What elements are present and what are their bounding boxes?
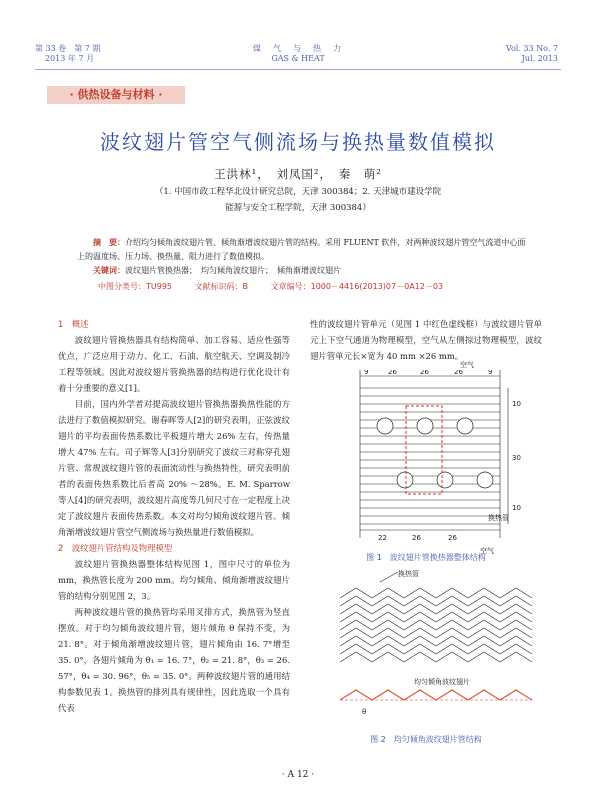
air-label-bottom-text: 空气 bbox=[480, 547, 494, 555]
fin-wave bbox=[340, 596, 532, 606]
dim-label: 30 bbox=[512, 454, 521, 462]
paragraph-overview: 波纹翅片管换热器具有结构简单、加工容易、适应性强等优点，广泛应用于动力、化工、石油、航空航天、空调及制冷工程等领域。因此对波纹翅片管换热器的结构进行优化设计有着十分重要的意义[1]。 bbox=[58, 335, 290, 393]
article-number: 文章编号：1000－4416(2013)07－0A12－03 bbox=[270, 282, 444, 291]
volume-en: Vol. 33 No. 7 bbox=[505, 44, 558, 53]
classification-row bbox=[98, 281, 463, 292]
dim-label: 26 bbox=[448, 534, 457, 542]
fin-wave bbox=[340, 628, 532, 638]
air-label-top-text: 空气 bbox=[460, 361, 474, 369]
heading-structure: 2 波纹翅片管结构及物理模型 bbox=[58, 543, 173, 553]
tube-circle bbox=[397, 472, 413, 488]
keywords-text: 波纹翅片管换热器； 均匀倾角波纹翅片； 倾角渐增波纹翅片 bbox=[125, 266, 341, 275]
header-divider bbox=[35, 69, 561, 70]
journal-name-cn: 煤 气 与 热 力 bbox=[253, 44, 343, 53]
section-tag: · 供热设备与材料 · bbox=[47, 86, 185, 104]
affiliations bbox=[110, 184, 486, 216]
theta-label: θ bbox=[362, 708, 367, 716]
fin-wave bbox=[340, 612, 532, 622]
fin-wave bbox=[340, 604, 532, 614]
dim-label: 9 bbox=[364, 370, 369, 376]
journal-name-en: GAS & HEAT bbox=[271, 54, 325, 63]
paper-authors: 王洪林¹， 刘凤国²， 秦 萌² bbox=[214, 167, 382, 181]
dim-label: 9 bbox=[488, 370, 493, 376]
tube-circle bbox=[417, 418, 433, 434]
dim-label: 10 bbox=[512, 400, 521, 408]
affiliation-line-2: 能源与安全工程学院，天津 300384） bbox=[225, 203, 371, 213]
tube-circle bbox=[477, 472, 493, 488]
abstract-text: 介绍均匀倾角波纹翅片管、倾角渐增波纹翅片管的结构。采用 FLUENT 软件，对两种波纹翅片管空气流道中心面上的温度场、压力场、换热量、阻力进行了数值模拟。 bbox=[77, 238, 526, 261]
document-code: 文献标识码：B bbox=[194, 282, 249, 291]
dim-label: 26 bbox=[388, 370, 397, 376]
right-column bbox=[310, 316, 542, 364]
fin-label: 均匀倾角波纹翅片 bbox=[414, 678, 470, 686]
affiliation-line-1: （1. 中国市政工程华北设计研究总院，天津 300384；2. 天津城市建设学院 bbox=[154, 187, 442, 197]
tube-leader-line bbox=[380, 572, 398, 582]
dim-label: 22 bbox=[378, 534, 387, 542]
fin-wave bbox=[340, 652, 532, 662]
dim-label: 26 bbox=[420, 370, 429, 376]
left-column bbox=[58, 316, 290, 716]
paragraph-tubes: 两种波纹翅片管的换热管均采用叉排方式，换热管为竖直摆放。对于均匀倾角波纹翅片管，翅片倾角 θ 保持不变，为 21. 8°。对于倾角渐增波纹翅片管，翅片倾角由 16. 7°增至 35. 0°，各翅片倾角为 θ₁ = 16. 7°，θ₂ = 21. 8°，θ₃ = 26. 57°，θ₄ = 30. 96°，θ₅ = 35. 0°。两种波纹翅片管的通用结构参数见表 1。换热管的排列具有规律性，因此选取一个具有代表 bbox=[58, 607, 290, 713]
tube-circle bbox=[437, 472, 453, 488]
dim-label: 26 bbox=[412, 534, 421, 542]
abstract-block bbox=[77, 236, 527, 278]
figure-2-caption: 图 2 均匀倾角波纹翅片管结构 bbox=[370, 735, 482, 744]
figure-2-uniform-fin bbox=[340, 568, 540, 718]
clc-number: 中图分类号：TU995 bbox=[98, 282, 173, 291]
fin-wave bbox=[340, 636, 532, 646]
paper-title: 波纹翅片管空气侧流场与换热量数值模拟 bbox=[100, 130, 496, 154]
dim-label: 10 bbox=[512, 504, 521, 512]
dim-label: 26 bbox=[454, 370, 463, 376]
tube-circle bbox=[457, 418, 473, 434]
abstract-label: 摘 要： bbox=[93, 238, 125, 247]
tube-label: 换热管 bbox=[488, 514, 509, 522]
fin-wave bbox=[340, 644, 532, 654]
paragraph-research: 目前，国内外学者对提高波纹翅片管换热器换热性能的方法进行了数值模拟研究。谢春晖等人[2]的研究表明，正弦波纹翅片的平均表面传热系数比平板翅片增大 26% 左右，传热量增大 47% 左右。司子辉等人[3]分别研究了波纹三对称穿孔翅片管、常规波纹翅片管的表面流动性与换热特性，研究表明前者的表面传热系数比后者高 20% ～28%。E. M. Sparrow 等人[4]的研究表明，波纹翅片高度等几何尺寸在一定程度上决定了波纹翅片表面传热系数。本文对均匀倾角波纹翅片管、倾角渐增波纹翅片管空气侧流场与换热量进行数值模拟。 bbox=[58, 399, 290, 537]
page-number: · A 12 · bbox=[281, 770, 315, 780]
volume-issue: 第 33 卷 第 7 期 bbox=[35, 44, 101, 53]
paragraph-structure: 波纹翅片管换热器整体结构见图 1，图中尺寸的单位为 mm，换热管长度为 200 mm。均匀倾角、倾角渐增波纹翅片管的结构分别见图 2，3。 bbox=[58, 559, 290, 601]
heading-overview: 1 概述 bbox=[58, 319, 89, 329]
figure-1-heat-exchanger bbox=[340, 370, 540, 542]
paragraph-model: 性的波纹翅片管单元（见图 1 中红色虚线框）与波纹翅片管单元上下空气通道为物理模型，空气从左侧掠过物理模型，波纹翅片管单元长×宽为 40 mm ×26 mm。 bbox=[310, 319, 542, 361]
issue-date: 2013 年 7 月 bbox=[45, 54, 95, 63]
fin-wave bbox=[340, 620, 532, 630]
journal-volume-en bbox=[506, 44, 558, 64]
fin-wave bbox=[340, 588, 532, 598]
figure-1-caption: 图 1 波纹翅片管换热器整体结构 bbox=[366, 553, 486, 562]
date-en: Jul. 2013 bbox=[521, 54, 558, 63]
tube-circle bbox=[377, 418, 393, 434]
tube-label: 换热管 bbox=[398, 570, 419, 578]
fin-wave-highlight bbox=[340, 690, 532, 700]
keywords-label: 关键词： bbox=[93, 266, 125, 275]
